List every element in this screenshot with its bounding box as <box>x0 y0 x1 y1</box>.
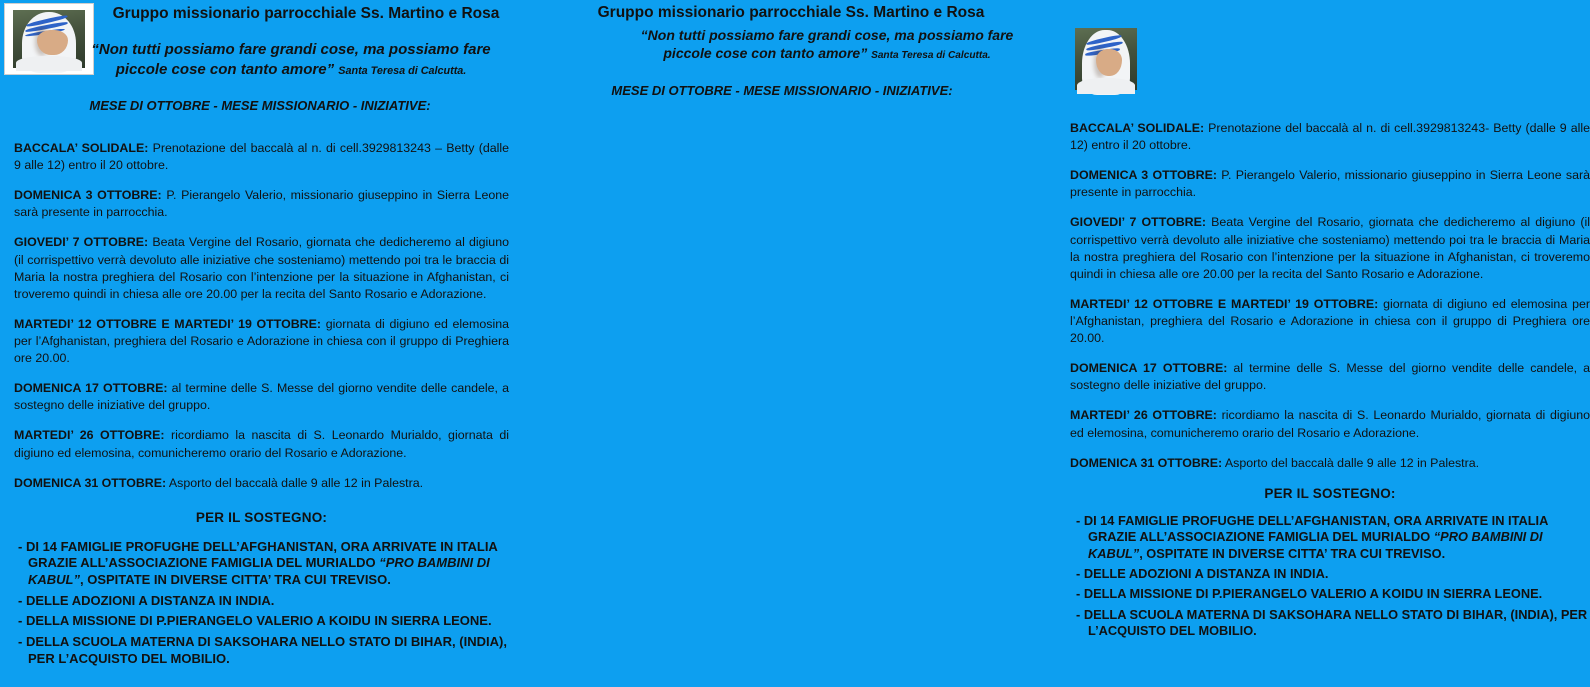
bullet-text-post: , OSPITATE IN DIVERSE CITTA’ TRA CUI TREVISO. <box>1139 545 1446 561</box>
panel-left-body <box>14 140 509 671</box>
quote-attribution: Santa Teresa di Calcutta. <box>871 50 991 62</box>
bullet-dash: - <box>1076 586 1081 602</box>
entry-paragraph <box>14 380 509 414</box>
portrait-graphic <box>1075 28 1137 90</box>
bullet-dash: - <box>1076 565 1081 581</box>
panel-left-header <box>0 0 522 112</box>
bullet-text-post: , OSPITATE IN DIVERSE CITTA’ TRA CUI TREVISO. <box>80 572 391 587</box>
entry-paragraph <box>1070 360 1590 394</box>
quote-block <box>76 40 506 80</box>
panel-right-header <box>522 0 1044 112</box>
bullet-emphasis: “PRO BAMBINI DI KABUL” <box>28 555 490 587</box>
entry-text: Beata Vergine del Rosario, giornata che dedicheremo al digiuno (il corrispettivo verrà devoluto alle iniziative che sosteniamo) mettendo poi tra le braccia di Maria la nostra preghiera del Rosario con l’intenzione per la situazione in Afghanistan, ci troveremo quindi in chiesa alle ore 20.00 per la recita del Santo Rosario e Adorazione. <box>1070 215 1590 281</box>
bullet-emphasis: “PRO BAMBINI DI KABUL” <box>1088 529 1543 561</box>
entry-separator: : <box>157 188 162 203</box>
entry-paragraph <box>14 187 509 221</box>
bullet-dash: - <box>18 538 23 554</box>
entry-paragraph <box>1070 455 1590 472</box>
entry-label: MARTEDI’ 26 OTTOBRE: <box>1070 408 1217 423</box>
quote-line-1: “Non tutti possiamo fare grandi cose, ma possiamo fare <box>640 27 1014 43</box>
entry-text: al termine delle S. Messe del giorno vendite delle candele, a sostegno delle iniziative del gruppo. <box>14 381 510 413</box>
entry-label: DOMENICA 17 OTTOBRE <box>14 381 164 396</box>
entry-separator: : <box>1374 296 1379 311</box>
entry-label: BACCALA’ SOLIDALE <box>1070 121 1200 135</box>
entry-text: Asporto del baccalà dalle 9 alle 12 in Palestra. <box>166 475 424 490</box>
sostegno-list <box>1076 513 1590 640</box>
bullet-text: DELLA SCUOLA MATERNA DI SAKSOHARA NELLO STATO DI BIHAR, (INDIA), PER L’ACQUISTO DEL MOBILIO. <box>22 633 507 666</box>
entry-paragraph <box>14 140 509 174</box>
entry-paragraph <box>1070 296 1590 347</box>
entry-paragraph <box>14 427 509 461</box>
entry-separator: : <box>1212 168 1217 183</box>
entry-text: giornata di digiuno ed elemosina per l’Afghanistan, preghiera del Rosario e Adorazione in chiesa con il gruppo di Preghiera ore 20.00. <box>14 316 509 366</box>
entry-text: P. Pierangelo Valerio, missionario giuseppino in Sierra Leone sarà presente in parrocchia. <box>1070 168 1590 200</box>
entry-separator: : <box>163 381 168 396</box>
list-item <box>1076 513 1590 562</box>
quote-line-1: “Non tutti possiamo fare grandi cose, ma possiamo fare <box>91 41 491 58</box>
entry-text: ricordiamo la nascita di S. Leonardo Murialdo, giornata di digiuno ed elemosina, comunicheremo orario del Rosario e Adorazione. <box>1070 408 1590 440</box>
entry-label: MARTEDI’ 26 OTTOBRE: <box>14 428 165 443</box>
month-subheading: MESE DI OTTOBRE - MESE MISSIONARIO - INIZIATIVE: <box>611 83 953 98</box>
quote-line-2: piccole cose con tanto amore” <box>663 45 868 62</box>
list-item <box>14 613 509 630</box>
quote-block <box>612 26 1042 63</box>
entry-label: DOMENICA 31 OTTOBRE: <box>1070 455 1223 470</box>
entry-text: P. Pierangelo Valerio, missionario giuseppino in Sierra Leone sarà presente in parrocchia. <box>14 188 510 220</box>
entry-paragraph <box>14 475 509 492</box>
list-item <box>14 634 509 667</box>
entry-label: DOMENICA 31 OTTOBRE: <box>14 475 167 490</box>
portrait-graphic <box>13 10 85 68</box>
bullet-dash: - <box>1076 606 1081 622</box>
bullet-text: DELLA MISSIONE DI P.PIERANGELO VALERIO A KOIDU IN SIERRA LEONE. <box>22 613 492 629</box>
page-title: Gruppo missionario parrocchiale Ss. Martino e Rosa <box>597 4 985 21</box>
entry-text: Asporto del baccalà dalle 9 alle 12 in Palestra. <box>1222 455 1480 470</box>
sostegno-heading: PER IL SOSTEGNO: <box>195 509 328 525</box>
entry-label: MARTEDI’ 12 OTTOBRE E MARTEDI’ 19 OTTOBRE <box>1070 296 1375 311</box>
entry-separator: : <box>1223 361 1228 376</box>
entry-text: ricordiamo la nascita di S. Leonardo Murialdo, giornata di digiuno ed elemosina, comunicheremo orario del Rosario e Adorazione. <box>14 428 509 460</box>
entry-label: DOMENICA 3 OTTOBRE <box>14 188 158 203</box>
bullet-dash: - <box>18 613 23 629</box>
entry-text: Beata Vergine del Rosario, giornata che dedicheremo al digiuno (il corrispettivo verrà devoluto alle iniziative che sosteniamo) mettendo poi tra le braccia di Maria la nostra preghiera del Rosario con l’intenzione per la situazione in Afghanistan, ci troveremo quindi in chiesa alle ore 20.00 per la recita del Santo Rosario e Adorazione. <box>14 235 509 301</box>
bullet-dash: - <box>1076 512 1081 528</box>
bullet-text: DELLE ADOZIONI A DISTANZA IN INDIA. <box>22 592 275 608</box>
list-item <box>14 539 509 589</box>
bullet-text: DELLA MISSIONE DI P.PIERANGELO VALERIO A KOIDU IN SIERRA LEONE. <box>1080 586 1543 602</box>
entry-text: Prenotazione del baccalà al n. di cell.3929813243 – Betty (dalle 9 alle 12) entro il 20 ottobre. <box>14 141 509 173</box>
list-item <box>1076 607 1590 640</box>
entry-separator: : <box>144 141 149 155</box>
quote-attribution: Santa Teresa di Calcutta. <box>338 64 467 77</box>
entry-label: BACCALA’ SOLIDALE <box>14 141 145 155</box>
entry-separator: : <box>316 316 322 331</box>
bullet-text: DI 14 FAMIGLIE PROFUGHE DELL’AFGHANISTAN, ORA ARRIVATE IN ITALIA GRAZIE ALL’ASSOCIAZIONE FAMIGLIA DEL MURIALDO <box>22 538 498 571</box>
entry-paragraph <box>14 316 509 367</box>
list-item <box>1076 586 1590 602</box>
entry-paragraph <box>1070 214 1590 282</box>
entry-text: Prenotazione del baccalà al n. di cell.3929813243- Betty (dalle 9 alle 12) entro il 20 ottobre. <box>1070 121 1590 153</box>
entry-paragraph <box>14 234 509 302</box>
entry-label: GIOVEDI’ 7 OTTOBRE: <box>14 235 149 250</box>
bullet-dash: - <box>18 592 23 608</box>
entry-paragraph <box>1070 167 1590 201</box>
entry-paragraph <box>1070 120 1590 154</box>
entry-label: GIOVEDI’ 7 OTTOBRE: <box>1070 215 1207 230</box>
entry-text: giornata di digiuno ed elemosina per l’Afghanistan, preghiera del Rosario e Adorazione in chiesa con il gruppo di Preghiera ore 20.00. <box>1070 296 1590 346</box>
bullet-text: DELLE ADOZIONI A DISTANZA IN INDIA. <box>1080 565 1329 581</box>
mother-teresa-photo <box>1075 28 1137 90</box>
page-title: Gruppo missionario parrocchiale Ss. Martino e Rosa <box>112 5 500 22</box>
flyer-panel-left <box>0 0 522 687</box>
month-subheading: MESE DI OTTOBRE - MESE MISSIONARIO - INIZIATIVE: <box>89 98 431 113</box>
bullet-dash: - <box>18 633 23 649</box>
quote-line-2: piccole cose con tanto amore” <box>115 60 335 78</box>
list-item <box>14 593 509 610</box>
list-item <box>1076 566 1590 582</box>
sostegno-heading: PER IL SOSTEGNO: <box>1264 485 1396 501</box>
entry-label: MARTEDI’ 12 OTTOBRE E MARTEDI’ 19 OTTOBRE <box>14 316 317 331</box>
entry-label: DOMENICA 17 OTTOBRE <box>1070 361 1224 376</box>
entry-label: DOMENICA 3 OTTOBRE <box>1070 168 1213 183</box>
bullet-text: DI 14 FAMIGLIE PROFUGHE DELL’AFGHANISTAN, ORA ARRIVATE IN ITALIA GRAZIE ALL’ASSOCIAZIONE FAMIGLIA DEL MURIALDO <box>1080 512 1548 545</box>
entry-separator: : <box>1200 121 1205 135</box>
entry-text: al termine delle S. Messe del giorno vendite delle candele, a sostegno delle iniziative del gruppo. <box>1070 361 1590 393</box>
entry-paragraph <box>1070 407 1590 441</box>
flyer-panel-right <box>522 0 1590 687</box>
panel-right-body <box>1070 120 1590 643</box>
sostegno-list <box>14 539 509 667</box>
bullet-text: DELLA SCUOLA MATERNA DI SAKSOHARA NELLO STATO DI BIHAR, (INDIA), PER L’ACQUISTO DEL MOBILIO. <box>1080 606 1588 638</box>
